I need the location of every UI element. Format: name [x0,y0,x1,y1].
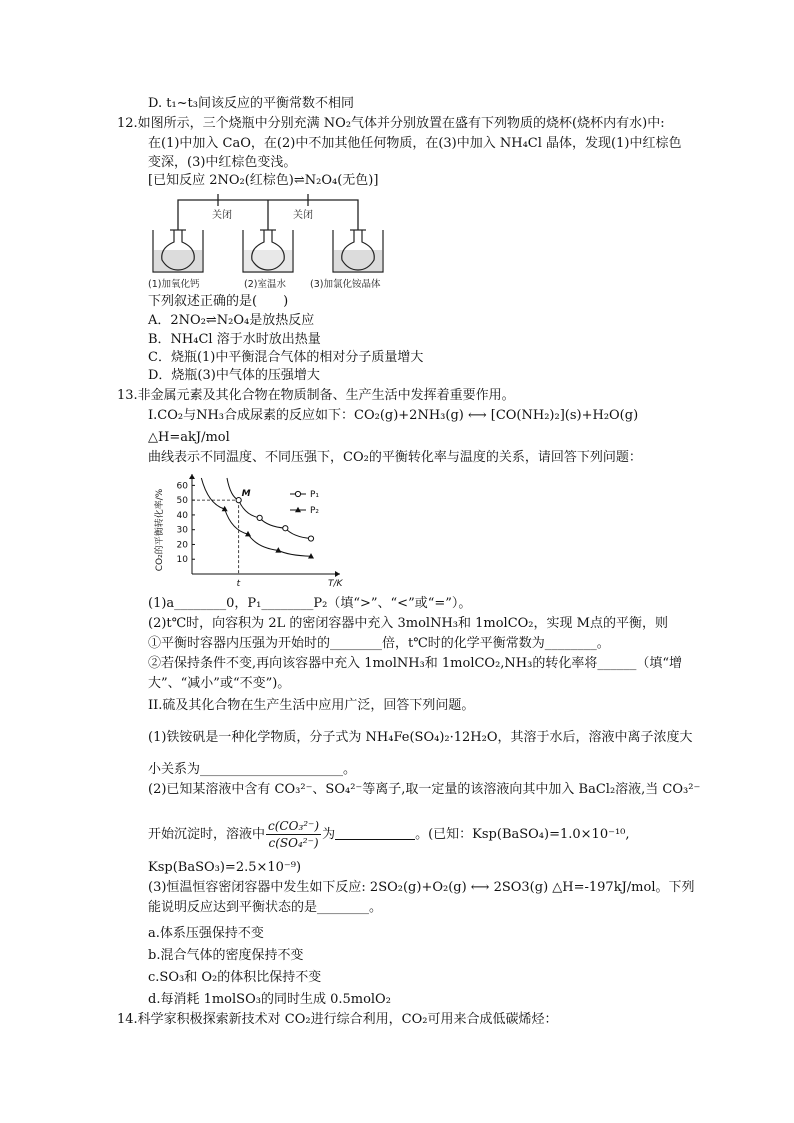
y-tick-label: 60 [176,481,188,492]
legend-p1-marker [295,491,300,496]
ratio-numerator: c(CO₃²⁻) [268,819,320,833]
q13-sub2a: ①平衡时容器内压强为开始时的________倍，t℃时的化学平衡常数为________。 [148,636,610,651]
y-axis-arrow [189,474,195,479]
x-axis-label: T/K [328,579,343,589]
q13-part1-reaction: I.CO₂与NH₃合成尿素的反应如下：CO₂(g)+2NH₃(g) ⟷ [CO(NH₂)₂](s)+H₂O(g) [148,408,639,423]
y-tick-label: 10 [176,555,188,566]
legend-p2-label: P₂ [310,506,320,516]
answer-blank[interactable] [335,827,415,840]
q13-sub2b: ②若保持条件不变,再向该容器中充入 1molNH₃和 1molCO₂,NH₃的转化率将______（填“增 [148,656,683,671]
fraction-tail-text: 。(已知：Ksp(BaSO₄)=1.0×10⁻¹⁰, [415,827,630,842]
p1-point [257,515,262,520]
concentration-ratio [266,818,321,851]
q13-ii-sub2: (2)已知某溶液中含有 CO₃²⁻、SO₄²⁻等离子,取一定量的该溶液向其中加入 BaCl₂溶液,当 CO₃²⁻ [148,782,701,797]
valve-label-1: 关闭 [212,210,232,221]
q13-ii-sub1: (1)铁铵矾是一种化学物质，分子式为 NH₄Fe(SO₄)₂·12H₂O，其溶于水后，溶液中离子浓度大 [148,730,693,745]
q11-option-d: D. t₁~t₃间该反应的平衡常数不相同 [148,96,354,111]
beaker-3 [333,230,383,272]
p1-point [283,526,288,531]
q13-ii-option-b: b.混合气体的密度保持不变 [148,948,304,963]
y-tick-label: 20 [176,540,188,551]
p1-point [308,536,313,541]
q13-intro: 13.非金属元素及其化合物在物质制备、生产生活中发挥着重要作用。 [117,388,515,403]
q12-given-reaction: [已知反应 2NO₂(红棕色)⇌N₂O₄(无色)] [148,173,379,188]
q13-ii-sub2-fraction-line [148,818,630,851]
legend-p1-label: P₁ [310,490,320,500]
ratio-denominator: c(SO₄²⁻) [268,836,319,850]
q13-part2-intro: II.硫及其化合物在生产生活中应用广泛，回答下列问题。 [148,698,475,713]
q12-stem-line2: 在(1)中加入 CaO，在(2)中不加其他任何物质，在(3)中加入 NH₄Cl 晶体，发现(1)中红棕色 [148,136,682,151]
flask-apparatus-figure [148,190,398,290]
q13-ii-sub3-cont: 能说明反应达到平衡状态的是________。 [148,900,383,915]
q12-question: 下列叙述正确的是( ) [148,294,289,309]
q13-ii-option-d: d.每消耗 1molSO₃的同时生成 0.5molO₂ [148,992,391,1007]
x-axis-arrow [335,571,340,577]
caption-1: (1)加氧化钙 [148,279,200,290]
p1-point [236,498,241,503]
q13-ii-option-c: c.SO₃和 O₂的体积比保持不变 [148,970,322,985]
q13-delta-h: △H=akJ/mol [148,430,230,445]
q12-stem-line1: 12.如图所示，三个烧瓶中分别充满 NO₂气体并分别放置在盛有下列物质的烧杯(烧杯内有水)中: [117,116,665,131]
y-tick-label: 50 [176,496,188,507]
y-axis-label: CO₂的平衡转化率/% [155,488,165,572]
conversion-rate-chart [150,470,350,592]
q14-stem: 14.科学家积极探索新技术对 CO₂进行综合利用，CO₂可用来合成低碳烯烃： [117,1012,558,1027]
y-tick-label: 40 [176,510,188,521]
x-tick-label-t: t [236,579,241,589]
q13-ii-option-a: a.体系压强保持不变 [148,926,264,941]
q13-sub1: (1)a________0，P₁________P₂（填“>”、“<”或“=”）。 [148,596,472,611]
beaker-2 [243,230,293,272]
beaker-1 [153,230,203,272]
q13-sub2b-cont: 大”、“减小”或“不变”)。 [148,676,291,691]
q12-stem-line3: 变深，(3)中红棕色变浅。 [148,155,297,170]
point-label-m: M [241,489,251,500]
q13-sub2: (2)t℃时，向容积为 2L 的密闭容器中充入 3molNH₃和 1molCO₂，实现 M点的平衡，则 [148,616,668,631]
q12-option-a: A．2NO₂⇌N₂O₄是放热反应 [148,313,315,328]
caption-2: (2)室温水 [244,279,286,290]
q13-ii-sub2-ksp: Ksp(BaSO₃)=2.5×10⁻⁹) [148,860,302,875]
fraction-mid-text: 为 [322,827,336,842]
caption-3: (3)加氯化铵晶体 [310,279,381,290]
q12-option-c: C．烧瓶(1)中平衡混合气体的相对分子质量增大 [148,350,424,365]
q12-option-d: D．烧瓶(3)中气体的压强增大 [148,368,320,383]
fraction-lead-text: 开始沉淀时，溶液中 [148,827,266,842]
valve-label-2: 关闭 [293,210,313,221]
y-tick-label: 30 [176,525,188,536]
q13-ii-sub3: (3)恒温恒容密闭容器中发生如下反应: 2SO₂(g)+O₂(g) ⟷ 2SO3(g) △H=-197kJ/mol。下列 [148,880,695,895]
q12-option-b: B．NH₄Cl 溶于水时放出热量 [148,332,321,347]
q13-ii-sub1-cont: 小关系为______________________。 [148,762,357,777]
q13-curve-description: 曲线表示不同温度、不同压强下，CO₂的平衡转化率与温度的关系，请回答下列问题： [148,450,642,465]
